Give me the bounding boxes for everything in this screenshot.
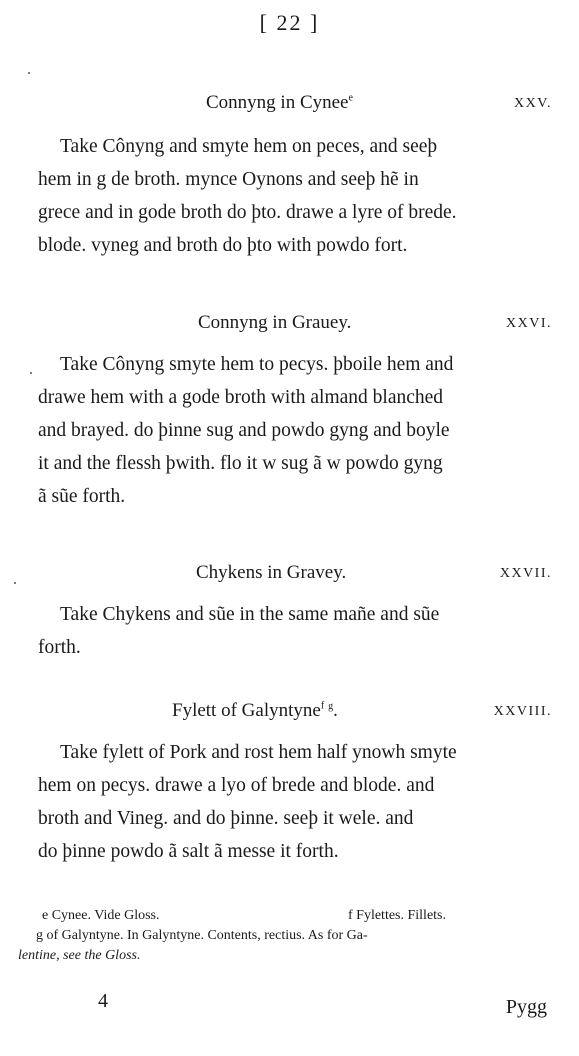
footnote-row	[18, 906, 558, 926]
text-line: Take fylett of Pork and rost hem half ynowh smyte	[60, 742, 457, 763]
recipe-title: Chykens in Gravey.	[196, 562, 347, 583]
text-line: blode. vyneg and broth do þto with powdo fort.	[38, 235, 408, 256]
text-line: hem in g de broth. mynce Oynons and seeþ hẽ in	[38, 169, 419, 190]
catchword: Pygg	[505, 996, 547, 1018]
text-line: broth and Vineg. and do þinne. seeþ it wele. and	[38, 808, 414, 829]
footnote-f: f Fylettes. Fillets.	[348, 908, 446, 923]
recipe-heading	[38, 312, 566, 342]
recipe-xxvii	[38, 562, 566, 664]
footnote-mark: f	[320, 700, 325, 712]
text-line: Take Chykens and sũe in the same mañe and sũe	[60, 604, 440, 625]
recipe-xxv	[38, 92, 566, 262]
recipe-text	[38, 130, 566, 262]
recipe-title: Fylett of Galyntyne$^f$ $^g$.	[172, 700, 338, 721]
recipe-number: XXVIII.	[493, 704, 552, 719]
recipe-text	[38, 348, 566, 513]
ink-speck	[28, 72, 30, 74]
text-line: do þinne powdo ã salt ã messe it forth.	[38, 841, 339, 862]
text-line: drawe hem with a gode broth with almand blanched	[38, 387, 444, 408]
footnote-e: e Cynee. Vide Gloss.	[42, 908, 160, 923]
ink-speck	[14, 582, 16, 584]
footnote-mark: g	[328, 700, 334, 712]
footnote-g: g of Galyntyne. In Galyntyne. Contents, rectius. As for Ga-	[36, 928, 368, 943]
text-line: and brayed. do þinne sug and powdo gyng and boyle	[38, 420, 450, 441]
recipe-heading	[38, 700, 566, 730]
text-line: hem on pecys. drawe a lyo of brede and blode. and	[38, 775, 435, 796]
text-line: it and the flessh þwith. flo it w sug ã w powdo gyng	[38, 453, 443, 474]
recipe-number: XXVII.	[499, 566, 552, 581]
recipe-xxvi	[38, 312, 566, 513]
signature-mark: 4	[98, 990, 108, 1012]
text-line: ã sũe forth.	[38, 486, 126, 507]
recipe-title: Connyng in Cynee$^e$	[206, 92, 353, 113]
recipe-title: Connyng in Grauey.	[198, 312, 352, 333]
footnote-g-continued: lentine, see the Gloss.	[18, 948, 141, 963]
recipe-text	[38, 598, 566, 664]
ink-speck	[30, 372, 32, 374]
recipe-number: XXVI.	[506, 316, 552, 331]
text-line: grece and in gode broth do þto. drawe a lyre of brede.	[38, 202, 457, 223]
recipe-heading	[38, 92, 566, 122]
footnotes	[18, 906, 558, 966]
text-line: Take Cônyng smyte hem to pecys. þboile hem and	[60, 354, 454, 375]
recipe-xxviii	[38, 700, 566, 868]
recipe-text	[38, 736, 566, 868]
text-line: Take Cônyng and smyte hem on peces, and seeþ	[60, 136, 438, 157]
recipe-heading	[38, 562, 566, 592]
recipe-number: XXV.	[513, 96, 552, 111]
text-line: forth.	[38, 637, 81, 658]
page-number: [ 22 ]	[259, 10, 320, 35]
footnote-mark: e	[348, 92, 353, 104]
